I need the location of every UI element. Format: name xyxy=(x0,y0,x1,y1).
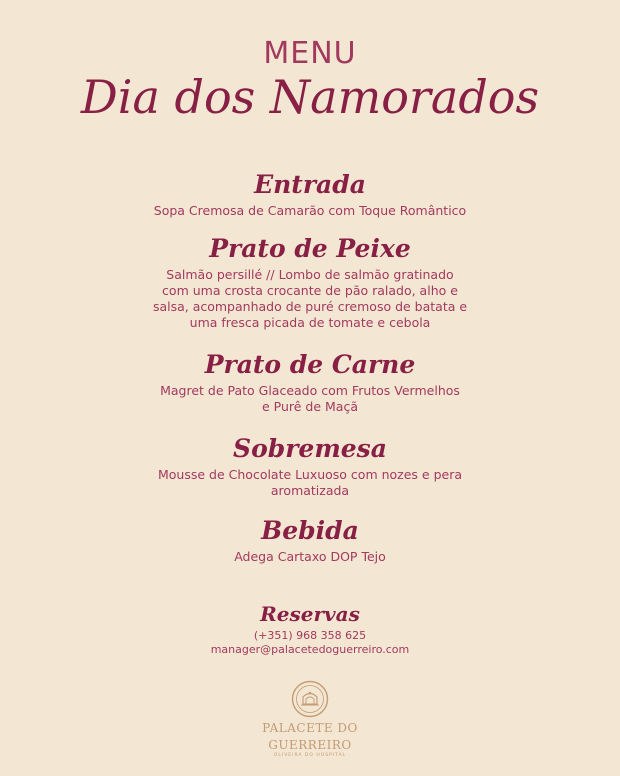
reservas-title: Reservas xyxy=(260,602,360,626)
section-description xyxy=(0,549,620,565)
description-line: Sopa Cremosa de Camarão com Toque Romântico xyxy=(153,203,467,218)
section-reservas xyxy=(0,602,620,657)
description-line: Magret de Pato Glaceado com Frutos Vermelhos xyxy=(160,383,460,398)
section-description xyxy=(0,203,620,219)
description-line: Adega Cartaxo DOP Tejo xyxy=(234,549,386,564)
description-line: Mousse de Chocolate Luxuoso com nozes e pera xyxy=(158,467,462,482)
palace-seal-icon xyxy=(291,680,329,718)
section-bebida xyxy=(0,516,620,565)
logo-name-line1: PALACETE DO xyxy=(262,721,358,735)
section-title: Prato de Carne xyxy=(204,350,416,379)
description-line: com uma crosta crocante de pão ralado, alho e xyxy=(162,283,458,298)
section-prato-de-peixe xyxy=(0,234,620,331)
section-prato-de-carne xyxy=(0,350,620,415)
section-title: Sobremesa xyxy=(233,434,387,463)
logo-subtitle: OLIVEIRA DO HOSPITAL xyxy=(273,753,347,758)
section-title: Entrada xyxy=(254,170,366,199)
description-line: Salmão persillé // Lombo de salmão gratinado xyxy=(166,267,454,282)
description-line: salsa, acompanhado de puré cremoso de batata e xyxy=(152,299,468,314)
phone-number[interactable]: (+351) 968 358 625 xyxy=(253,629,367,642)
logo-name-line2: GUERREIRO xyxy=(268,738,352,752)
section-entrada xyxy=(0,170,620,219)
description-line: aromatizada xyxy=(270,483,350,498)
palace-logo xyxy=(0,680,620,760)
section-title: Bebida xyxy=(261,516,359,545)
section-description xyxy=(0,467,620,499)
menu-kicker: MENU xyxy=(263,36,357,71)
description-line: uma fresca picada de tomate e cebola xyxy=(189,315,431,330)
reservas-contact xyxy=(0,629,620,657)
section-sobremesa xyxy=(0,434,620,499)
menu-title: Dia dos Namorados xyxy=(80,70,540,124)
section-description xyxy=(0,267,620,331)
email-address[interactable]: manager@palacetedoguerreiro.com xyxy=(210,643,410,656)
description-line: e Purê de Maçã xyxy=(261,399,358,414)
section-title: Prato de Peixe xyxy=(209,234,411,263)
section-description xyxy=(0,383,620,415)
